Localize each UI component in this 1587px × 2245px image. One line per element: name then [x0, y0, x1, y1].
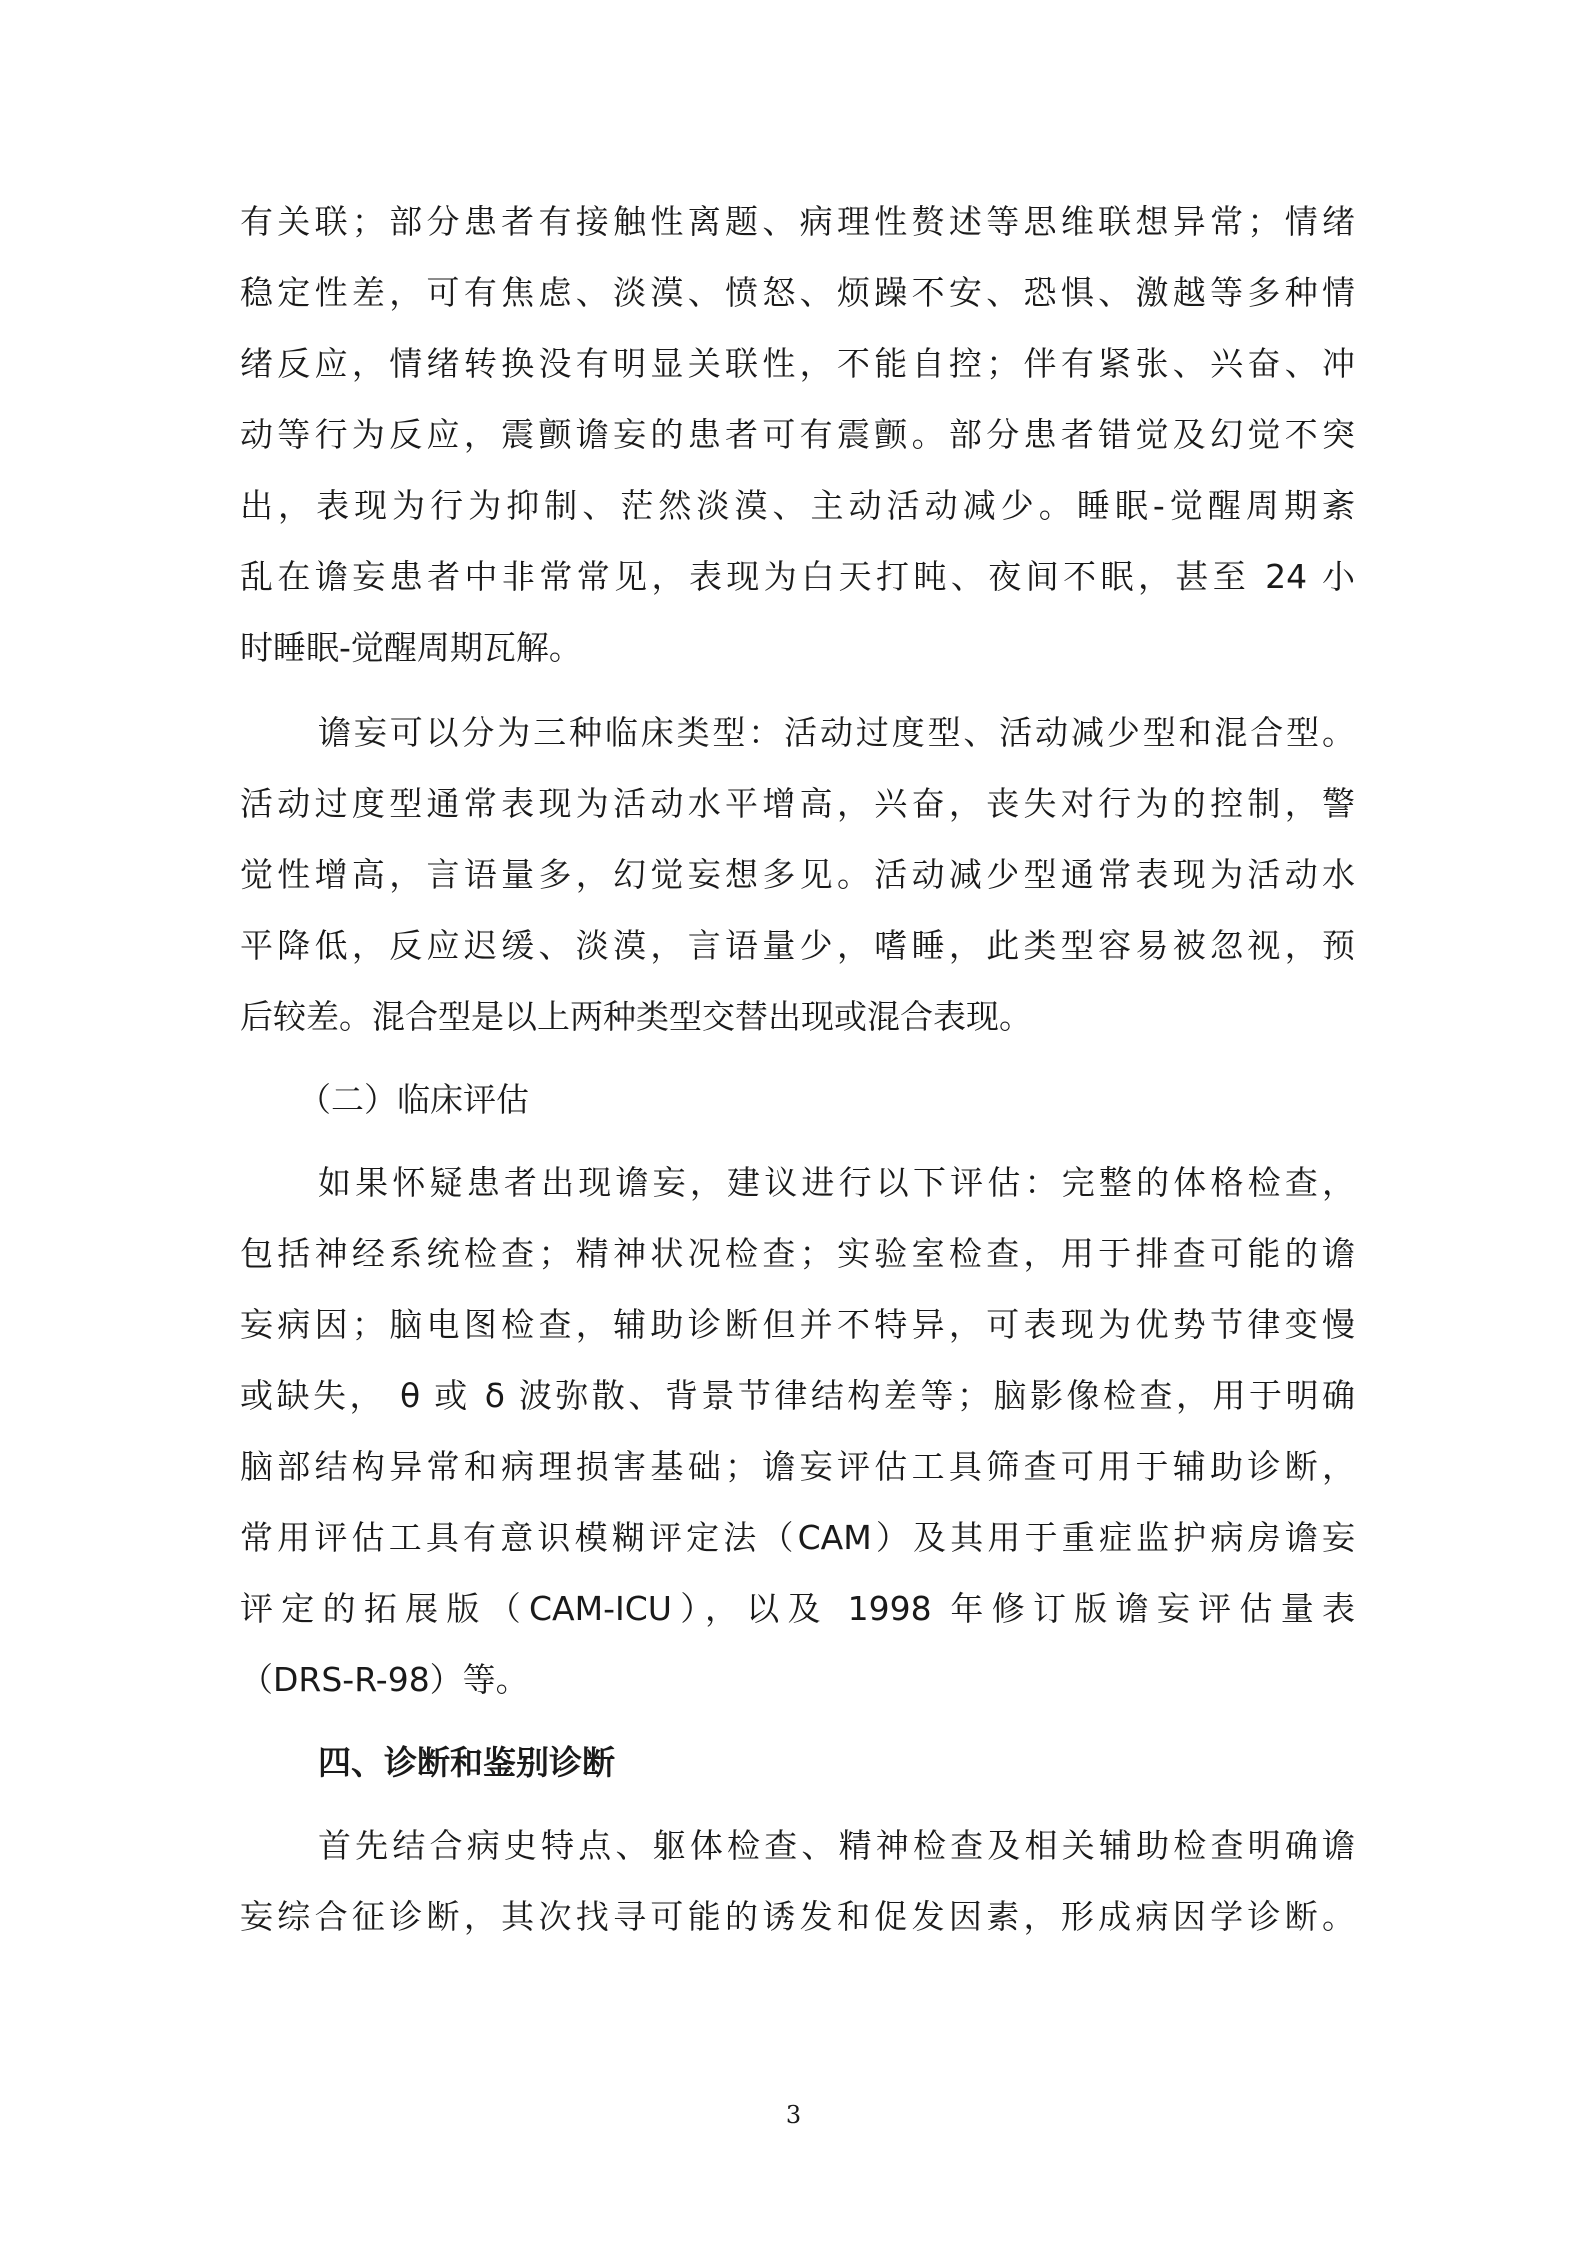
section-heading: 四、诊断和鉴别诊断 — [318, 1743, 615, 1782]
section-subheading: （二）临床评估 — [298, 1080, 529, 1119]
body-text-line: 时睡眠-觉醒周期瓦解。 — [240, 628, 582, 667]
body-text-line: 有关联；部分患者有接触性离题、病理性赘述等思维联想异常；情绪 — [240, 202, 1355, 241]
body-text-line: 后较差。混合型是以上两种类型交替出现或混合表现。 — [240, 997, 1032, 1036]
body-text-line: 评定的拓展版（CAM-ICU），以及 1998 年修订版谵妄评估量表 — [240, 1589, 1355, 1628]
body-text-line: 或缺失， θ 或 δ 波弥散、背景节律结构差等；脑影像检查，用于明确 — [240, 1376, 1355, 1415]
body-text-line: 出，表现为行为抑制、茫然淡漠、主动活动减少。睡眠-觉醒周期紊 — [240, 486, 1355, 525]
body-text-line: 首先结合病史特点、躯体检查、精神检查及相关辅助检查明确谵 — [318, 1826, 1355, 1865]
body-text-line: 乱在谵妄患者中非常常见，表现为白天打盹、夜间不眠，甚至 24 小 — [240, 557, 1355, 596]
body-text-line: 常用评估工具有意识模糊评定法（CAM）及其用于重症监护病房谵妄 — [240, 1518, 1355, 1557]
body-text-line: 脑部结构异常和病理损害基础；谵妄评估工具筛查可用于辅助诊断， — [240, 1447, 1355, 1486]
body-text-line: 绪反应，情绪转换没有明显关联性，不能自控；伴有紧张、兴奋、冲 — [240, 344, 1355, 383]
body-text-line: 包括神经系统检查；精神状况检查；实验室检查，用于排查可能的谵 — [240, 1234, 1355, 1273]
page-number: 3 — [785, 2101, 802, 2129]
body-text-line: （DRS-R-98）等。 — [240, 1660, 529, 1699]
body-text-line: 妄综合征诊断，其次找寻可能的诱发和促发因素，形成病因学诊断。 — [240, 1897, 1355, 1936]
body-text-line: 谵妄可以分为三种临床类型：活动过度型、活动减少型和混合型。 — [318, 713, 1355, 752]
body-text-line: 活动过度型通常表现为活动水平增高，兴奋，丧失对行为的控制，警 — [240, 784, 1355, 823]
body-text-line: 妄病因；脑电图检查，辅助诊断但并不特异，可表现为优势节律变慢 — [240, 1305, 1355, 1344]
body-text-line: 动等行为反应，震颤谵妄的患者可有震颤。部分患者错觉及幻觉不突 — [240, 415, 1355, 454]
body-text-line: 如果怀疑患者出现谵妄，建议进行以下评估：完整的体格检查， — [318, 1163, 1355, 1202]
body-text-line: 稳定性差，可有焦虑、淡漠、愤怒、烦躁不安、恐惧、激越等多种情 — [240, 273, 1355, 312]
body-text-line: 觉性增高，言语量多，幻觉妄想多见。活动减少型通常表现为活动水 — [240, 855, 1355, 894]
body-text-line: 平降低，反应迟缓、淡漠，言语量少，嗜睡，此类型容易被忽视，预 — [240, 926, 1355, 965]
